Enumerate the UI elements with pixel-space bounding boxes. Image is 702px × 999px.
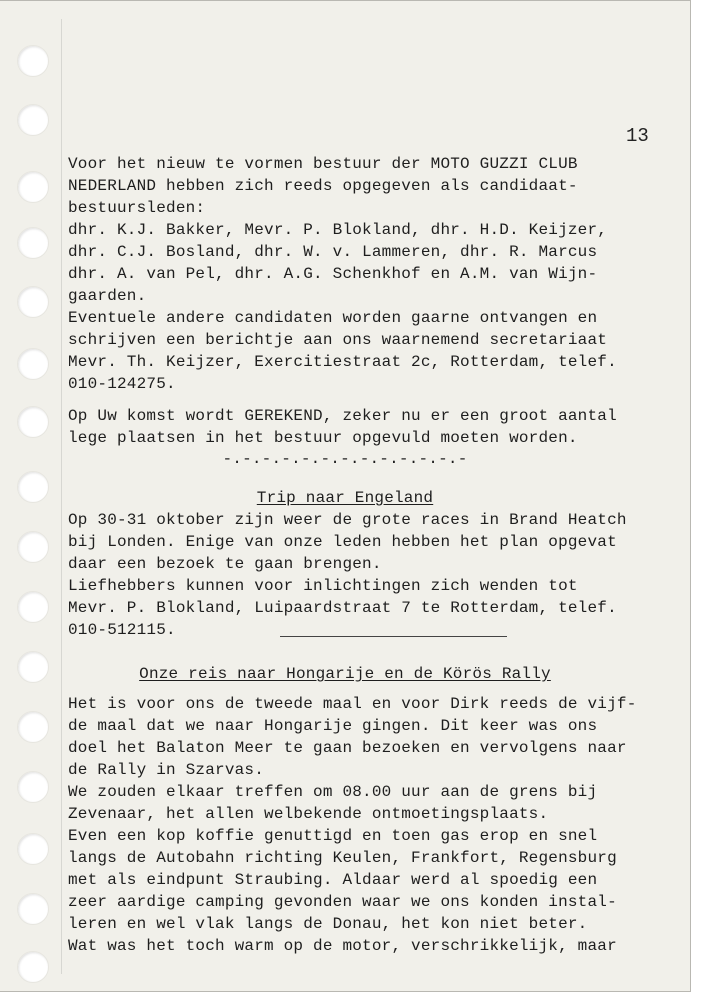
body-text-line: daar een bezoek te gaan brengen. — [68, 555, 382, 573]
body-text-line: met als eindpunt Straubing. Aldaar werd al spoedig een — [68, 871, 598, 889]
punch-hole-icon — [17, 348, 49, 380]
punch-hole-icon — [17, 951, 49, 983]
page-number: 13 — [626, 125, 649, 147]
body-text-line: 010-512115. — [68, 621, 176, 639]
body-text-line: Liefhebbers kunnen voor inlichtingen zich wenden tot — [68, 577, 578, 595]
body-text-line: gaarden. — [68, 287, 147, 305]
section-heading: Trip naar Engeland — [256, 489, 434, 507]
punch-hole-icon — [17, 104, 49, 136]
body-text-line: NEDERLAND hebben zich reeds opgegeven als candidaat- — [68, 177, 578, 195]
body-text-line: Zevenaar, het allen welbekende ontmoetingsplaats. — [68, 805, 549, 823]
body-text-line: doel het Balaton Meer te gaan bezoeken en vervolgens naar — [68, 739, 627, 757]
punch-hole-icon — [17, 591, 49, 623]
punch-hole-icon — [17, 45, 49, 77]
body-text-line: We zouden elkaar treffen om 08.00 uur aan de grens bij — [68, 783, 598, 801]
section-heading: Onze reis naar Hongarije en de Körös Rally — [139, 665, 551, 683]
punch-hole-icon — [17, 711, 49, 743]
divider-line — [280, 636, 507, 637]
punch-hole-icon — [17, 406, 49, 438]
punch-hole-icon — [17, 286, 49, 318]
body-text-line: Op 30-31 oktober zijn weer de grote races in Brand Heatch — [68, 511, 627, 529]
body-text-line: Het is voor ons de tweede maal en voor Dirk reeds de vijf- — [68, 695, 637, 713]
body-text-line: dhr. A. van Pel, dhr. A.G. Schenkhof en A.M. van Wijn- — [68, 265, 598, 283]
body-text-line: lege plaatsen in het bestuur opgevuld moeten worden. — [68, 429, 578, 447]
punch-hole-icon — [17, 531, 49, 563]
punch-hole-icon — [17, 833, 49, 865]
body-text-line: dhr. K.J. Bakker, Mevr. P. Blokland, dhr. H.D. Keijzer, — [68, 221, 608, 239]
body-text-line: Wat was het toch warm op de motor, verschrikkelijk, maar — [68, 937, 617, 955]
body-text-line: schrijven een berichtje aan ons waarnemend secretariaat — [68, 331, 608, 349]
body-text-line: de maal dat we naar Hongarije gingen. Dit keer was ons — [68, 717, 598, 735]
body-text-line: langs de Autobahn richting Keulen, Frankfort, Regensburg — [68, 849, 617, 867]
body-text-line: zeer aardige camping gevonden waar we ons konden instal- — [68, 893, 617, 911]
section-separator: -.-.-.-.-.-.-.-.-.-.-.-.- — [222, 450, 468, 468]
body-text-line: Voor het nieuw te vormen bestuur der MOTO GUZZI CLUB — [68, 155, 578, 173]
body-text-line: 010-124275. — [68, 375, 176, 393]
body-text-line: leren en wel vlak langs de Donau, het kon niet beter. — [68, 915, 588, 933]
punch-hole-icon — [17, 771, 49, 803]
body-text-line: dhr. C.J. Bosland, dhr. W. v. Lammeren, dhr. R. Marcus — [68, 243, 598, 261]
body-text-line: Eventuele andere candidaten worden gaarne ontvangen en — [68, 309, 598, 327]
body-text-line: Mevr. Th. Keijzer, Exercitiestraat 2c, Rotterdam, telef. — [68, 353, 617, 371]
body-text-line: Op Uw komst wordt GEREKEND, zeker nu er een groot aantal — [68, 407, 617, 425]
punch-hole-icon — [17, 227, 49, 259]
body-text-line: Mevr. P. Blokland, Luipaardstraat 7 te Rotterdam, telef. — [68, 599, 617, 617]
body-text-line: bij Londen. Enige van onze leden hebben het plan opgevat — [68, 533, 617, 551]
body-text-line: de Rally in Szarvas. — [68, 761, 265, 779]
punch-hole-icon — [17, 171, 49, 203]
body-text-line: bestuursleden: — [68, 199, 206, 217]
punch-hole-icon — [17, 893, 49, 925]
body-text-line: Even een kop koffie genuttigd en toen gas erop en snel — [68, 827, 598, 845]
